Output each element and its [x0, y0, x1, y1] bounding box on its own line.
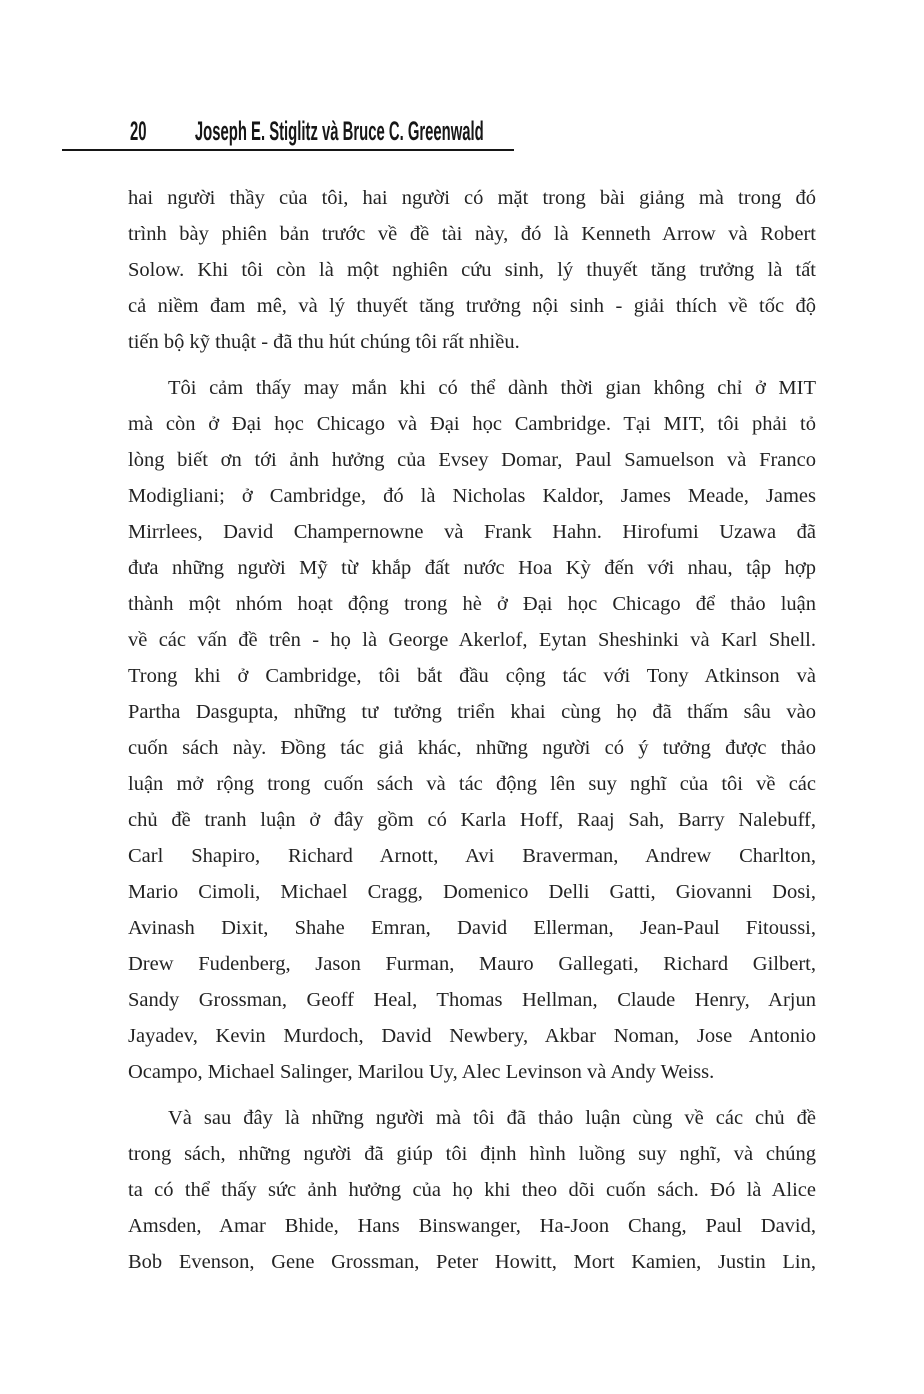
- text-line: Avinash Dixit, Shahe Emran, David Ellerman, Jean-Paul Fitoussi,: [128, 917, 816, 939]
- paragraph: [128, 180, 816, 360]
- text-line: về các vấn đề trên - họ là George Akerlof, Eytan Sheshinki và Karl Shell.: [128, 629, 816, 651]
- text-line: tiến bộ kỹ thuật - đã thu hút chúng tôi rất nhiều.: [128, 331, 520, 353]
- text-line: cuốn sách này. Đồng tác giả khác, những người có ý tưởng được thảo: [128, 737, 816, 759]
- text-line: cả niềm đam mê, và lý thuyết tăng trưởng nội sinh - giải thích về tốc độ: [128, 295, 816, 317]
- page-text: [128, 180, 816, 1280]
- text-line: ta có thể thấy sức ảnh hưởng của họ khi theo dõi cuốn sách. Đó là Alice: [128, 1179, 816, 1201]
- header-rule: [62, 149, 514, 151]
- text-line: đưa những người Mỹ từ khắp đất nước Hoa Kỳ đến với nhau, tập hợp: [128, 557, 816, 579]
- text-line: mà còn ở Đại học Chicago và Đại học Cambridge. Tại MIT, tôi phải tỏ: [128, 413, 816, 435]
- text-line: lòng biết ơn tới ảnh hưởng của Evsey Domar, Paul Samuelson và Franco: [128, 449, 816, 471]
- text-line: Ocampo, Michael Salinger, Marilou Uy, Alec Levinson và Andy Weiss.: [128, 1061, 715, 1083]
- text-line: hai người thầy của tôi, hai người có mặt trong bài giảng mà trong đó: [128, 187, 816, 209]
- text-line: Drew Fudenberg, Jason Furman, Mauro Gallegati, Richard Gilbert,: [128, 953, 816, 975]
- running-header: [130, 116, 484, 147]
- text-line: chủ đề tranh luận ở đây gồm có Karla Hoff, Raaj Sah, Barry Nalebuff,: [128, 809, 816, 831]
- text-line: Solow. Khi tôi còn là một nghiên cứu sinh, lý thuyết tăng trưởng là tất: [128, 259, 816, 281]
- text-line: Amsden, Amar Bhide, Hans Binswanger, Ha-Joon Chang, Paul David,: [128, 1215, 816, 1237]
- text-line: Mirrlees, David Champernowne và Frank Hahn. Hirofumi Uzawa đã: [128, 521, 816, 543]
- text-line: Carl Shapiro, Richard Arnott, Avi Braverman, Andrew Charlton,: [128, 845, 816, 867]
- text-line: Modigliani; ở Cambridge, đó là Nicholas Kaldor, James Meade, James: [128, 485, 816, 507]
- text-line: Jayadev, Kevin Murdoch, David Newbery, Akbar Noman, Jose Antonio: [128, 1025, 816, 1047]
- paragraph: [128, 1100, 816, 1280]
- paragraph: [128, 370, 816, 1090]
- text-line: Partha Dasgupta, những tư tưởng triển khai cùng họ đã thấm sâu vào: [128, 701, 816, 723]
- text-line: thành một nhóm hoạt động trong hè ở Đại học Chicago để thảo luận: [128, 593, 816, 615]
- text-line: trình bày phiên bản trước về đề tài này, đó là Kenneth Arrow và Robert: [128, 223, 816, 245]
- text-line: Bob Evenson, Gene Grossman, Peter Howitt, Mort Kamien, Justin Lin,: [128, 1251, 816, 1273]
- text-line: Trong khi ở Cambridge, tôi bắt đầu cộng tác với Tony Atkinson và: [128, 665, 816, 687]
- page-number: 20: [130, 116, 147, 146]
- text-line: Sandy Grossman, Geoff Heal, Thomas Hellman, Claude Henry, Arjun: [128, 989, 816, 1011]
- text-line: luận mở rộng trong cuốn sách và tác động lên suy nghĩ của tôi về các: [128, 773, 816, 795]
- text-line: Và sau đây là những người mà tôi đã thảo luận cùng về các chủ đề: [168, 1107, 816, 1129]
- text-line: Mario Cimoli, Michael Cragg, Domenico Delli Gatti, Giovanni Dosi,: [128, 881, 816, 903]
- running-header-title: Joseph E. Stiglitz và Bruce C. Greenwald: [194, 116, 484, 146]
- text-line: trong sách, những người đã giúp tôi định hình luồng suy nghĩ, và chúng: [128, 1143, 816, 1165]
- text-line: Tôi cảm thấy may mắn khi có thể dành thời gian không chỉ ở MIT: [168, 377, 816, 399]
